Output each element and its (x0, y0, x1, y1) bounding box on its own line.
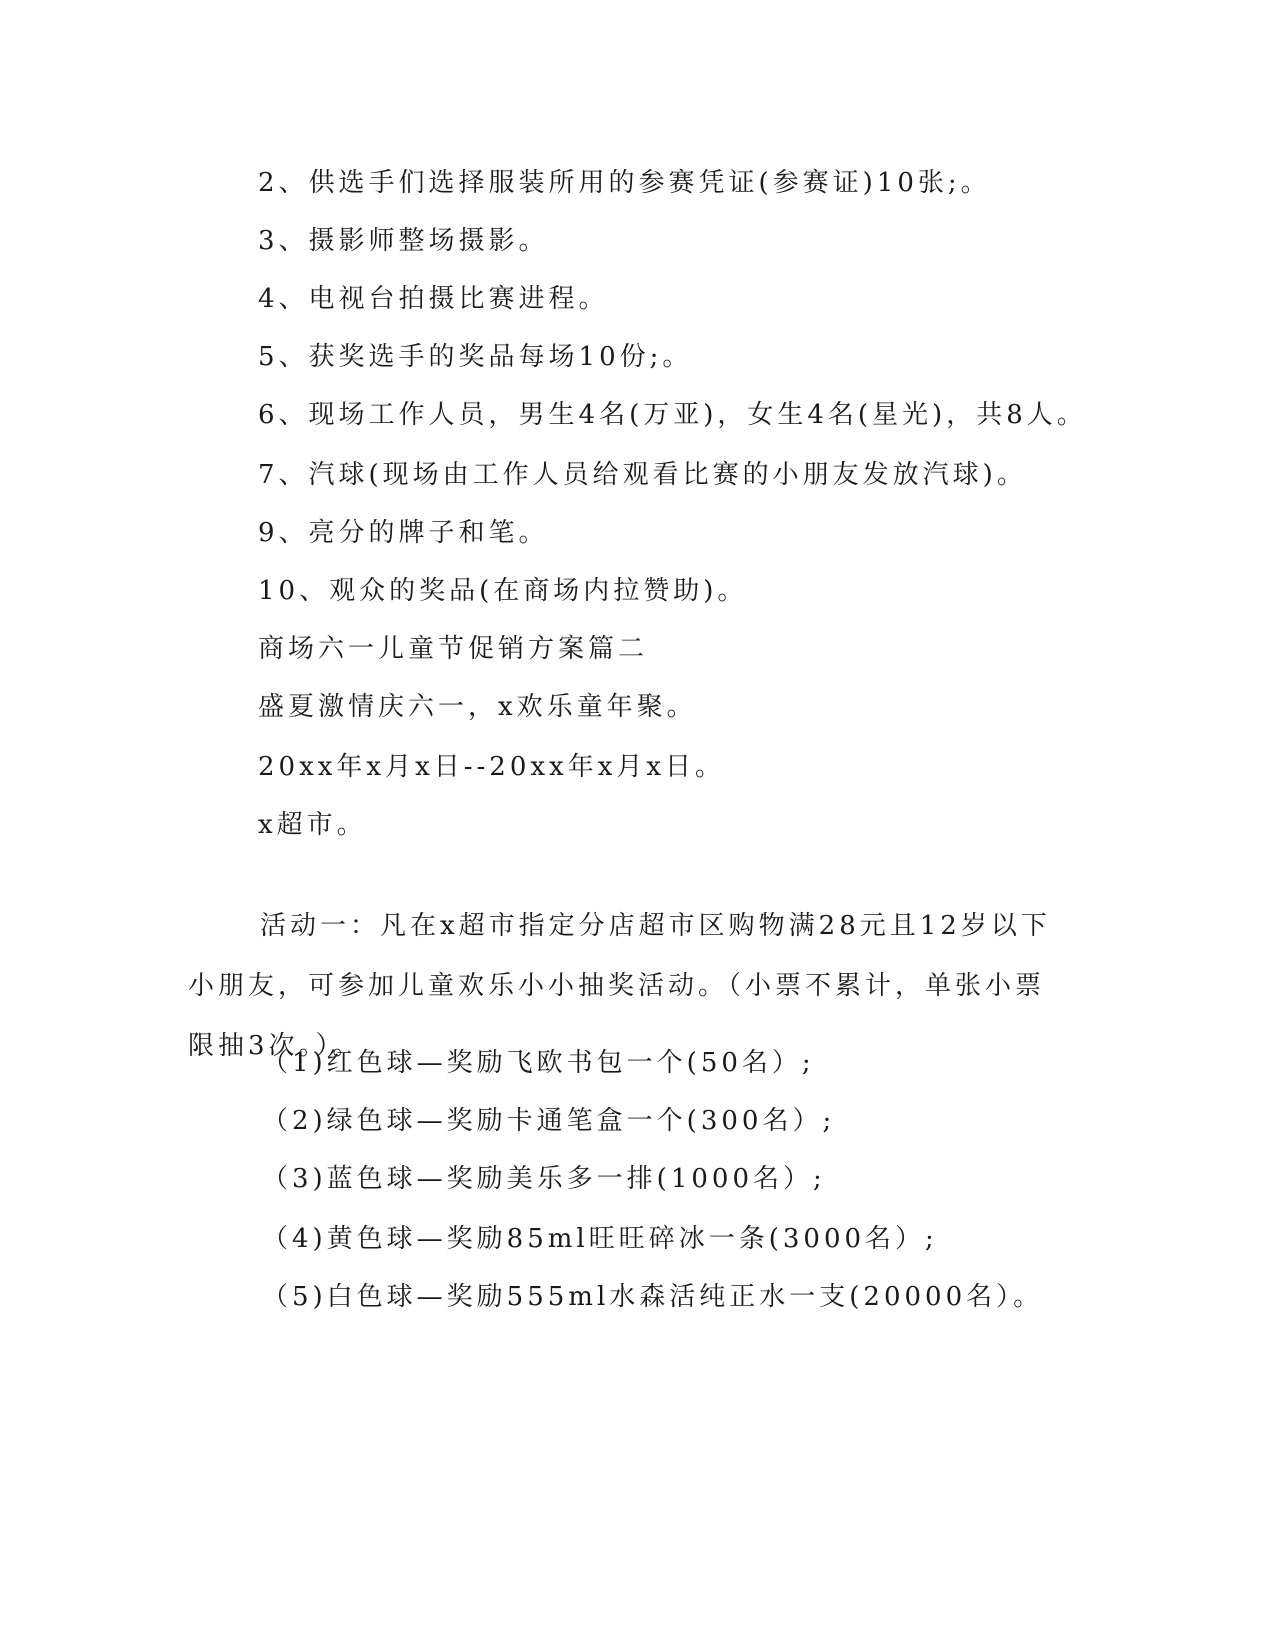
list-item-9: 9、亮分的牌子和笔。 (258, 518, 549, 548)
prize-item-red: （1)红色球—奖励飞欧书包一个(50名）; (262, 1048, 815, 1078)
theme-line: 盛夏激情庆六一，x欢乐童年聚。 (258, 692, 697, 722)
list-item-6: 6、现场工作人员，男生4名(万亚)，女生4名(星光)，共8人。 (258, 400, 1087, 430)
list-item-4: 4、电视台拍摄比赛进程。 (258, 284, 609, 314)
list-item-2: 2、供选手们选择服装所用的参赛凭证(参赛证)10张;。 (258, 168, 991, 198)
activity-one-paragraph: 活动一：凡在x超市指定分店超市区购物满28元且12岁以下小朋友，可参加儿童欢乐小小抽奖活动。（小票不累计，单张小票限抽3次。）。 (188, 911, 1051, 1061)
prize-item-green: （2)绿色球—奖励卡通笔盒一个(300名）; (262, 1106, 836, 1136)
list-item-3: 3、摄影师整场摄影。 (258, 226, 549, 256)
date-range-line: 20xx年x月x日--20xx年x月x日。 (258, 752, 726, 782)
prize-item-blue: （3)蓝色球—奖励美乐多一排(1000名）; (262, 1164, 826, 1194)
section-title: 商场六一儿童节促销方案篇二 (258, 634, 649, 664)
list-item-5: 5、获奖选手的奖品每场10份;。 (258, 342, 693, 372)
prize-item-white: （5)白色球—奖励555ml水森活纯正水一支(20000名）。 (262, 1282, 1044, 1312)
prize-item-yellow: （4)黄色球—奖励85ml旺旺碎冰一条(3000名）; (262, 1224, 938, 1254)
list-item-7: 7、汽球(现场由工作人员给观看比赛的小朋友发放汽球)。 (258, 460, 1027, 490)
location-line: x超市。 (258, 810, 367, 840)
list-item-10: 10、观众的奖品(在商场内拉赞助)。 (258, 576, 748, 606)
